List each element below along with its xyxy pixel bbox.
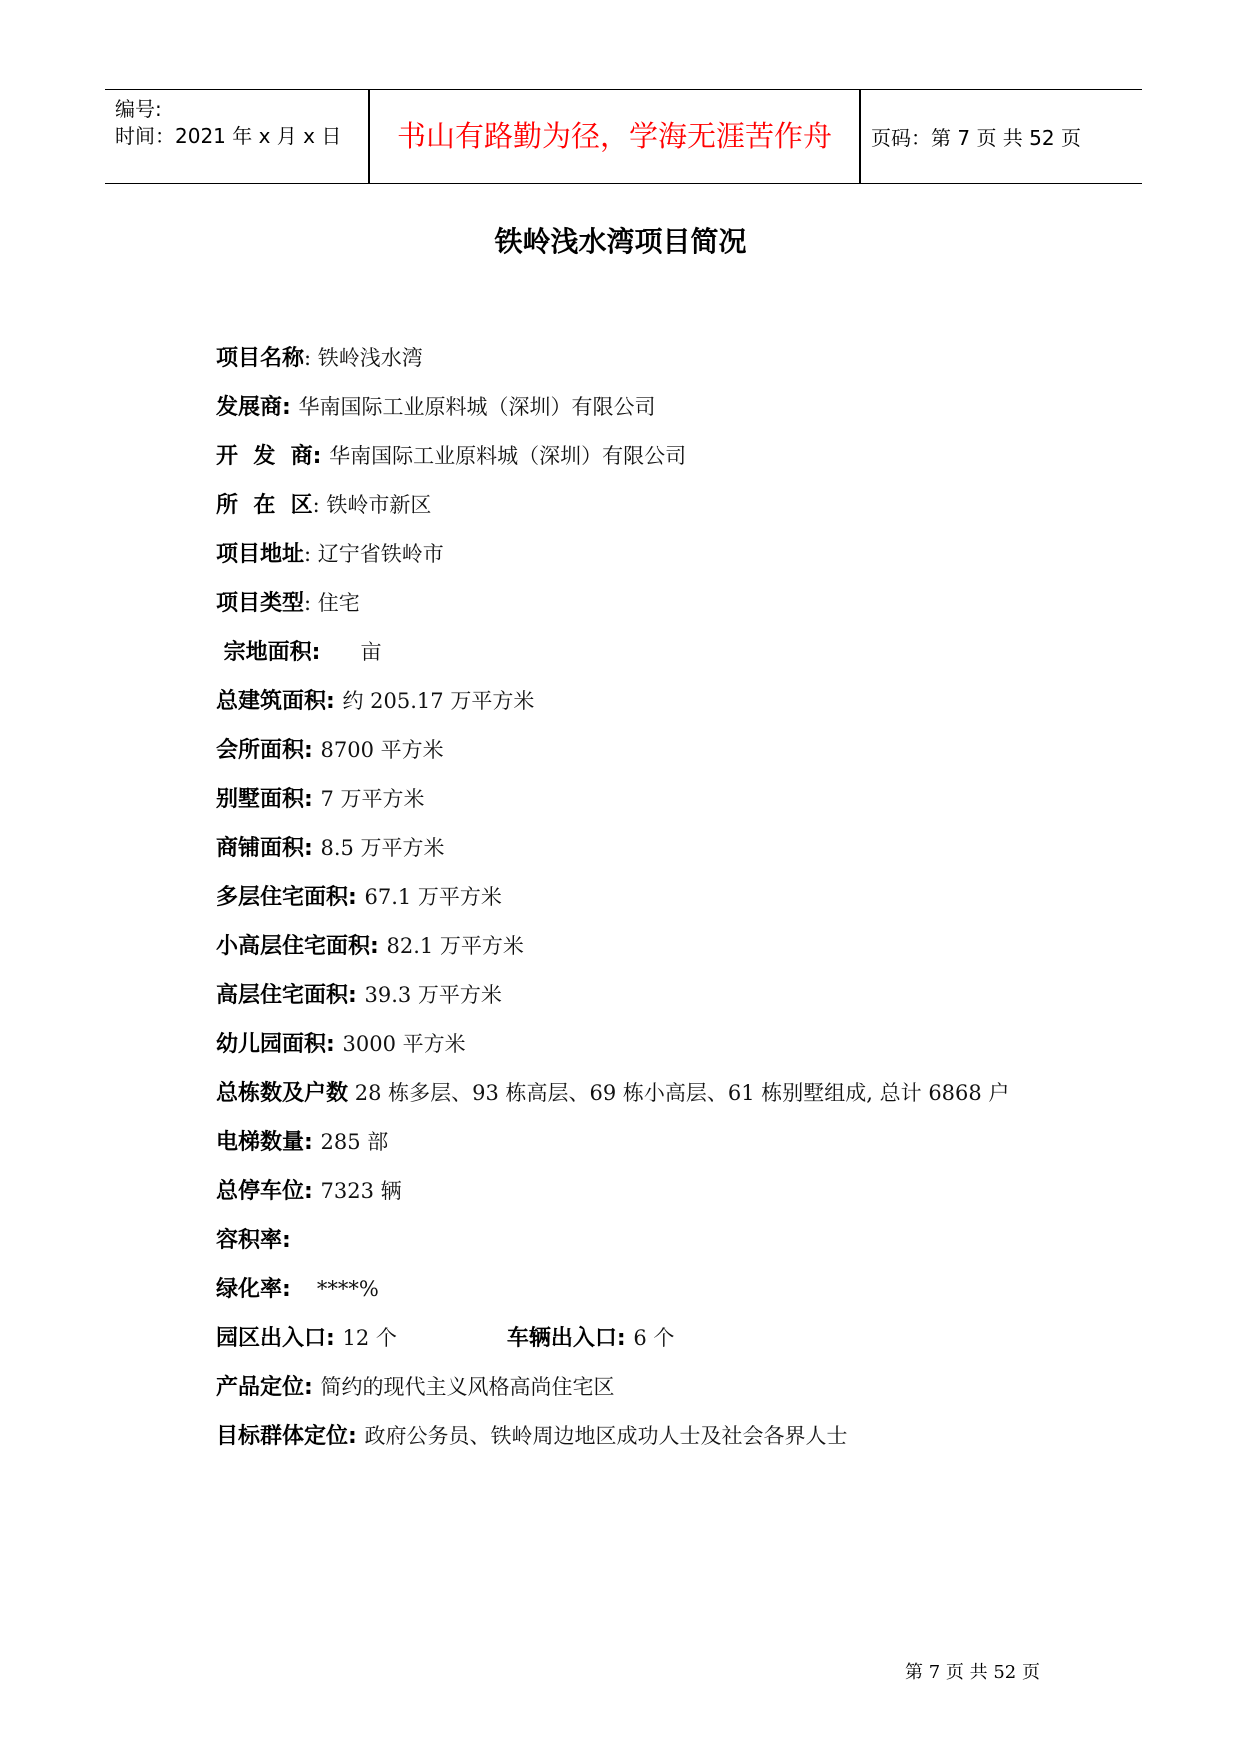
field-total-area	[216, 677, 1076, 726]
field-label: 项目名称	[216, 346, 305, 371]
field-separator: :	[304, 346, 318, 370]
field-label: 发展商	[216, 395, 283, 420]
field-separator: :	[348, 885, 365, 910]
field-separator: :	[282, 395, 299, 420]
field-label: 绿化率	[216, 1277, 283, 1302]
field-label: 项目地址	[216, 542, 305, 567]
field-highrise-area	[216, 971, 1076, 1020]
field-land-area	[216, 628, 1076, 677]
header-motto: 书山有路勤为径，学海无涯苦作舟	[396, 119, 832, 153]
field-plot-ratio	[216, 1216, 1076, 1265]
field-multistory-area	[216, 873, 1076, 922]
field-buildings-households	[216, 1069, 1066, 1118]
field-value: 铁岭市新区	[326, 493, 432, 517]
header-meta	[115, 96, 365, 150]
field-label: 目标群体定位	[216, 1424, 349, 1449]
field-separator: :	[304, 542, 318, 566]
document-number-label: 编号:	[115, 97, 162, 121]
field-value: 辽宁省铁岭市	[317, 542, 444, 566]
field-separator: :	[304, 1179, 321, 1204]
field-developer	[216, 383, 1076, 432]
field-label: 产品定位	[216, 1375, 305, 1400]
field-separator: :	[304, 591, 318, 615]
field-positioning	[216, 1363, 1076, 1412]
field-value: 简约的现代主义风格高尚住宅区	[320, 1375, 615, 1399]
field-separator: :	[282, 1277, 291, 1302]
field-small-highrise-area	[216, 922, 1076, 971]
field-label: 容积率	[216, 1228, 283, 1253]
field-value: 7 万平方米	[320, 787, 425, 811]
field-label: 电梯数量	[216, 1130, 305, 1155]
project-fields	[216, 334, 1076, 1461]
field-district	[216, 481, 1076, 530]
field-value: 住宅	[317, 591, 360, 615]
field-value: 39.3 万平方米	[364, 983, 502, 1007]
field-value: 7323 辆	[320, 1179, 402, 1203]
field-parking	[216, 1167, 1076, 1216]
field-label: 车辆出入口	[506, 1326, 617, 1351]
field-value: 约 205.17 万平方米	[342, 689, 535, 713]
field-separator: :	[326, 1032, 343, 1057]
field-separator: :	[311, 640, 321, 665]
field-green-ratio	[216, 1265, 1076, 1314]
field-type	[216, 579, 1076, 628]
field-value: 82.1 万平方米	[386, 934, 524, 958]
field-target-group	[216, 1412, 1076, 1461]
field-value: 铁岭浅水湾	[317, 346, 423, 370]
field-value: 12 个	[342, 1326, 397, 1350]
field-label: 别墅面积	[216, 787, 305, 812]
field-separator: :	[616, 1326, 634, 1351]
field-value: 华南国际工业原料城（深圳）有限公司	[298, 395, 656, 419]
field-label: 宗地面积	[216, 640, 312, 665]
field-villa-area	[216, 775, 1076, 824]
field-kindergarten-area	[216, 1020, 1076, 1069]
field-label: 多层住宅面积	[216, 885, 349, 910]
field-separator: :	[304, 1130, 321, 1155]
field-separator: :	[282, 1228, 291, 1253]
field-value: 3000 平方米	[342, 1032, 466, 1056]
field-label: 所 在 区	[216, 493, 313, 518]
field-label: 总栋数及户数	[216, 1081, 349, 1106]
field-label: 小高层住宅面积	[216, 934, 371, 959]
field-label: 开 发 商	[216, 444, 313, 469]
header-divider	[859, 90, 861, 183]
field-label: 总建筑面积	[216, 689, 327, 714]
page-header	[105, 89, 1142, 184]
field-label: 会所面积	[216, 738, 305, 763]
field-separator: :	[348, 983, 365, 1008]
field-separator: :	[326, 1326, 343, 1351]
field-value: 8700 平方米	[320, 738, 444, 762]
field-separator: :	[304, 738, 321, 763]
field-elevators	[216, 1118, 1076, 1167]
document-time-label: 时间：2021 年 x 月 x 日	[115, 124, 342, 148]
field-entrances	[216, 1314, 1076, 1363]
document-title: 铁岭浅水湾项目简况	[494, 225, 747, 258]
field-separator: :	[304, 1375, 321, 1400]
field-value: 67.1 万平方米	[364, 885, 502, 909]
field-separator: :	[312, 493, 327, 517]
field-separator: :	[326, 689, 343, 714]
field-value: 亩	[360, 640, 382, 664]
field-club-area	[216, 726, 1076, 775]
field-separator: :	[348, 1424, 365, 1449]
header-page-number: 页码：第 7 页 共 52 页	[871, 126, 1081, 150]
field-label: 园区出入口	[216, 1326, 327, 1351]
field-developer-alt	[216, 432, 1076, 481]
field-label: 高层住宅面积	[216, 983, 349, 1008]
field-separator: :	[312, 444, 330, 469]
field-value: 285 部	[320, 1130, 389, 1154]
field-separator: :	[304, 836, 321, 861]
field-value: ****%	[316, 1277, 379, 1301]
field-label: 幼儿园面积	[216, 1032, 327, 1057]
field-value: 8.5 万平方米	[320, 836, 445, 860]
field-value: 6 个	[633, 1326, 675, 1350]
field-label: 总停车位	[216, 1179, 305, 1204]
page-footer: 第 7 页 共 52 页	[905, 1662, 1040, 1683]
field-project-name	[216, 334, 1076, 383]
field-separator: :	[304, 787, 321, 812]
field-value: 华南国际工业原料城（深圳）有限公司	[329, 444, 687, 468]
field-shop-area	[216, 824, 1076, 873]
field-address	[216, 530, 1076, 579]
field-label: 商铺面积	[216, 836, 305, 861]
field-value: 28 栋多层、93 栋高层、69 栋小高层、61 栋别墅组成, 总计 6868 户	[354, 1081, 1010, 1105]
field-separator: :	[370, 934, 387, 959]
field-separator	[348, 1081, 355, 1105]
field-value: 政府公务员、铁岭周边地区成功人士及社会各界人士	[364, 1424, 848, 1448]
field-label: 项目类型	[216, 591, 305, 616]
